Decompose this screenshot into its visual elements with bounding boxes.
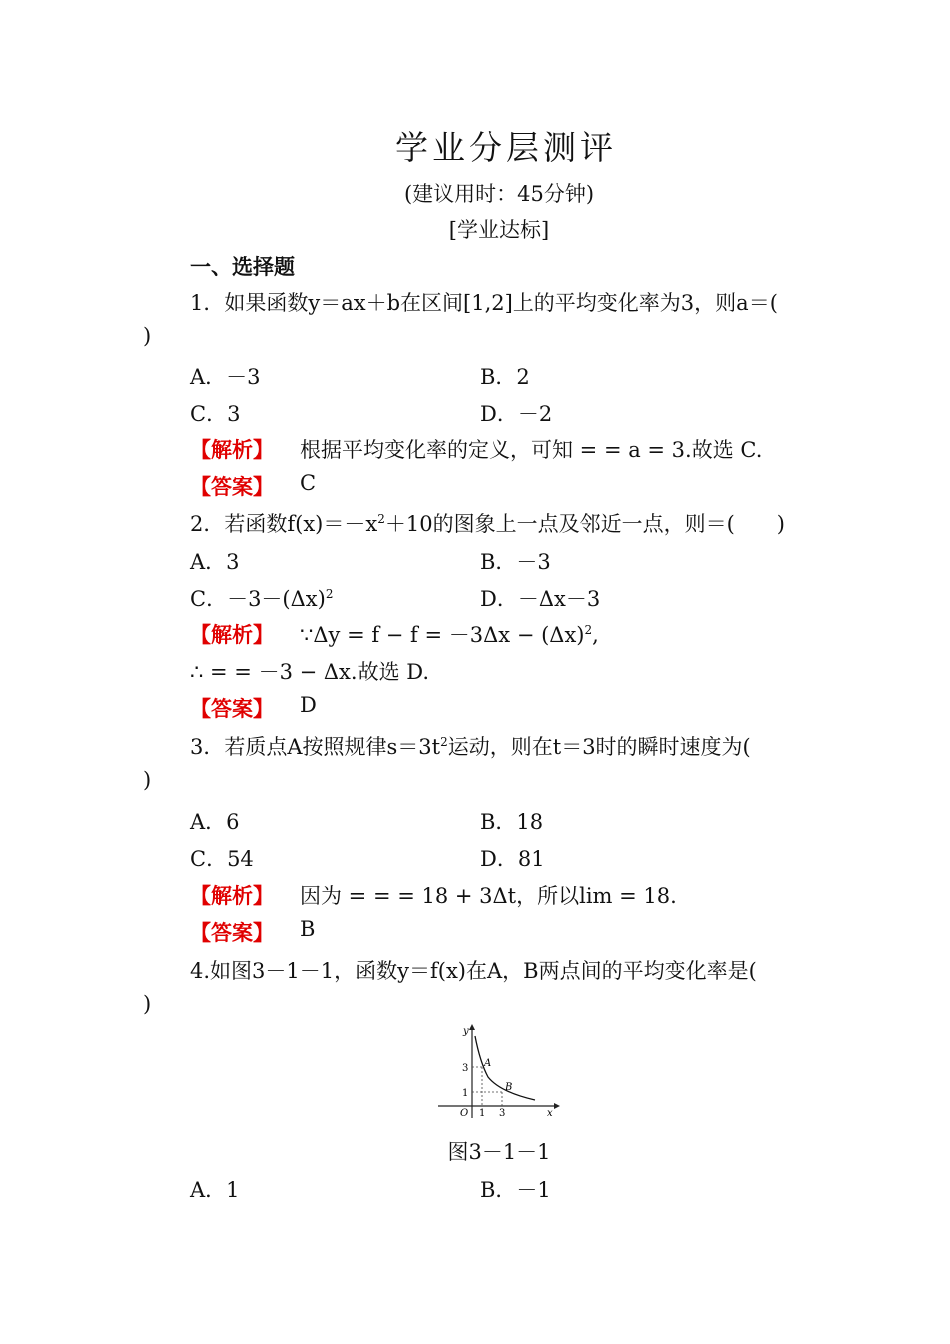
part-heading: 一、选择题 xyxy=(190,255,295,279)
q3-option-d: D．81 xyxy=(480,847,545,871)
q1-answer: C xyxy=(300,471,317,495)
q3-option-b: B．18 xyxy=(480,810,544,834)
q3-stem-tail: ) xyxy=(143,768,152,792)
figure-caption: 图3－1－1 xyxy=(447,1140,551,1164)
q2-answer: D xyxy=(300,693,317,717)
q1-option-d: D．－2 xyxy=(480,402,553,426)
q4-option-b: B．－1 xyxy=(480,1178,551,1202)
page-title: 学业分层测评 xyxy=(395,128,617,167)
x-tick-1: 1 xyxy=(479,1108,486,1119)
q1-stem-tail: ) xyxy=(143,324,152,348)
q4-figure xyxy=(430,1022,570,1122)
q1-analysis: 根据平均变化率的定义，可知 = = a = 3.故选 C. xyxy=(300,438,763,462)
point-a-label: A xyxy=(484,1058,492,1069)
y-label: y xyxy=(463,1026,469,1037)
q2-option-a: A．3 xyxy=(190,550,240,574)
q1-option-a: A．－3 xyxy=(190,365,261,389)
q4-option-a: A．1 xyxy=(190,1178,240,1202)
q3-answer: B xyxy=(300,917,316,941)
q2-stem: 2．若函数$f(x)=-x^2+10$的图象上一点及邻近一点，则＝( ) xyxy=(190,512,785,536)
x-axis-arrow xyxy=(554,1103,560,1109)
q1-option-c: C．3 xyxy=(190,402,241,426)
q3-analysis: 因为 = = = 18 + 3Δt，所以lim = 18. xyxy=(300,884,677,908)
y-axis-arrow xyxy=(469,1024,475,1030)
q1-stem: 1．如果函数y＝ax＋b在区间[1,2]上的平均变化率为3，则a＝( xyxy=(190,291,778,315)
point-b-label: B xyxy=(505,1082,513,1093)
q3-option-c: C．54 xyxy=(190,847,254,871)
answer-label: 【答案】 xyxy=(190,921,274,945)
analysis-label: 【解析】 xyxy=(190,623,274,647)
analysis-label: 【解析】 xyxy=(190,884,274,908)
answer-label: 【答案】 xyxy=(190,475,274,499)
q2-option-b: B．－3 xyxy=(480,550,551,574)
q2-analysis: ∵Δy = $f - f = -3\Delta x - (\Delta x)^2$, xyxy=(300,623,599,647)
q2-option-c: C．$-3-(\Delta x)^2$ xyxy=(190,587,334,611)
q3-stem: 3．若质点A按照规律$s=3t^2$运动，则在t＝3时的瞬时速度为( xyxy=(190,735,751,759)
q1-option-b: B．2 xyxy=(480,365,530,389)
analysis-label: 【解析】 xyxy=(190,438,274,462)
y-tick-3: 3 xyxy=(462,1063,469,1074)
answer-label: 【答案】 xyxy=(190,697,274,721)
q3-option-a: A．6 xyxy=(190,810,240,834)
section-tag: [学业达标] xyxy=(448,218,550,242)
origin-label: O xyxy=(460,1108,469,1119)
q2-option-d: D．－Δx－3 xyxy=(480,587,601,611)
q2-analysis-cont: ∴ = = －3 − Δx.故选 D. xyxy=(190,660,430,684)
x-label: x xyxy=(547,1108,553,1119)
time-note: (建议用时：45分钟) xyxy=(403,182,595,206)
y-tick-1: 1 xyxy=(462,1088,469,1099)
q4-stem-tail: ) xyxy=(143,992,152,1016)
q4-stem: 4.如图3－1－1，函数y＝f(x)在A，B两点间的平均变化率是( xyxy=(190,959,757,983)
x-tick-3: 3 xyxy=(499,1108,506,1119)
